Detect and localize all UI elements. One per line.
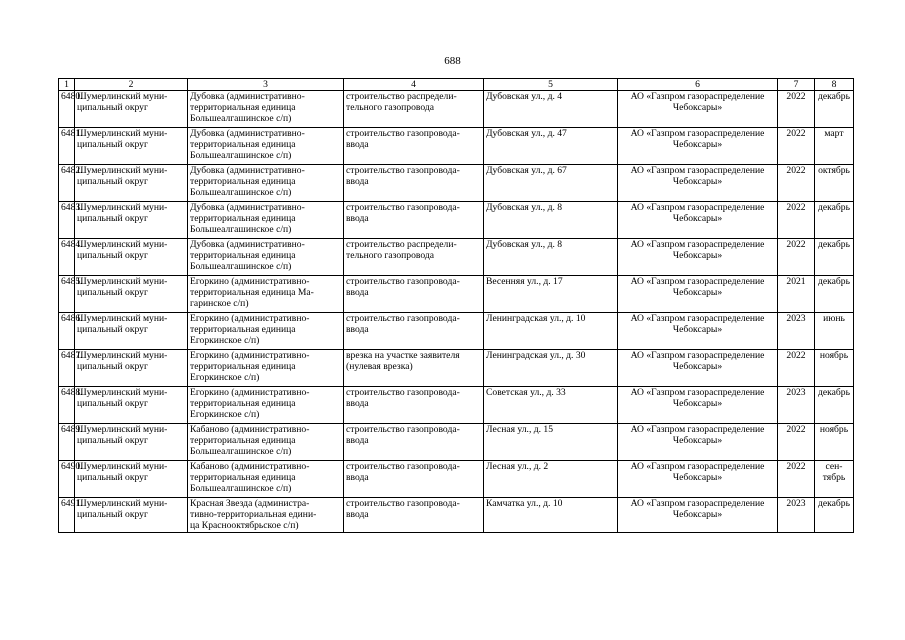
year-cell (778, 239, 815, 276)
locality-cell-text: Дубовка (административно- территориальная единица Большеалгашинское с/п) (190, 128, 305, 161)
address-cell (484, 461, 618, 498)
district-cell (75, 91, 188, 128)
year-cell-text: 2022 (786, 91, 806, 102)
address-cell (484, 498, 618, 533)
column-header-5: 5 (484, 79, 618, 91)
address-cell-text: Лесная ул., д. 2 (486, 461, 549, 472)
row-number (59, 313, 83, 350)
work-type-cell-text: строительство газопровода- ввода (346, 165, 460, 187)
row-number (59, 128, 83, 165)
year-cell-text: 2021 (786, 276, 806, 287)
table-row (59, 202, 854, 239)
header-row (59, 79, 854, 91)
row-number-text: 6489. (61, 424, 83, 435)
organization-cell-text: АО «Газпром газораспределение Чебоксары» (630, 424, 765, 446)
column-header-3: 3 (188, 79, 344, 91)
locality-cell (188, 202, 344, 239)
month-cell-text: ноябрь (819, 350, 849, 361)
table-row (59, 424, 854, 461)
year-cell-text: 2022 (786, 424, 806, 435)
organization-cell-text: АО «Газпром газораспределение Чебоксары» (630, 165, 765, 187)
district-cell (75, 239, 188, 276)
district-cell-text: Шумерлинский муни- ципальный округ (77, 202, 168, 224)
work-type-cell (344, 350, 484, 387)
month-cell (815, 128, 854, 165)
district-cell-text: Шумерлинский муни- ципальный округ (77, 498, 168, 520)
district-cell-text: Шумерлинский муни- ципальный округ (77, 239, 168, 261)
work-type-cell (344, 202, 484, 239)
organization-cell (618, 91, 778, 128)
locality-cell (188, 165, 344, 202)
month-cell (815, 424, 854, 461)
district-cell (75, 276, 188, 313)
row-number-text: 6484. (61, 239, 83, 250)
row-number (59, 350, 83, 387)
district-cell (75, 387, 188, 424)
locality-cell-text: Дубовка (административно- территориальная единица Большеалгашинское с/п) (190, 202, 305, 235)
address-cell (484, 165, 618, 202)
year-cell (778, 276, 815, 313)
month-cell (815, 276, 854, 313)
table-row (59, 498, 854, 533)
organization-cell (618, 202, 778, 239)
table-row (59, 91, 854, 128)
locality-cell-text: Егоркино (административно- территориальная единица Ма- гаринское с/п) (190, 276, 314, 309)
column-header-7: 7 (778, 79, 815, 91)
district-cell-text: Шумерлинский муни- ципальный округ (77, 91, 168, 113)
locality-cell-text: Кабаново (административно- территориальная единица Большеалгашинское с/п) (190, 424, 310, 457)
locality-cell-text: Егоркино (административно- территориальная единица Егоркинское с/п) (190, 350, 310, 383)
district-cell (75, 461, 188, 498)
page-number: 688 (444, 55, 461, 67)
locality-cell (188, 461, 344, 498)
data-table (58, 78, 854, 533)
work-type-cell (344, 387, 484, 424)
district-cell (75, 424, 188, 461)
district-cell (75, 313, 188, 350)
address-cell (484, 313, 618, 350)
address-cell-text: Дубовская ул., д. 47 (486, 128, 567, 139)
address-cell (484, 91, 618, 128)
table-row (59, 165, 854, 202)
organization-cell-text: АО «Газпром газораспределение Чебоксары» (630, 313, 765, 335)
organization-cell (618, 387, 778, 424)
work-type-cell-text: строительство газопровода- ввода (346, 424, 460, 446)
row-number (59, 202, 83, 239)
organization-cell-text: АО «Газпром газораспределение Чебоксары» (630, 498, 765, 520)
year-cell (778, 165, 815, 202)
column-header-4: 4 (344, 79, 484, 91)
month-cell (815, 165, 854, 202)
organization-cell-text: АО «Газпром газораспределение Чебоксары» (630, 239, 765, 261)
work-type-cell (344, 165, 484, 202)
district-cell-text: Шумерлинский муни- ципальный округ (77, 276, 168, 298)
table-row (59, 350, 854, 387)
column-header-2: 2 (75, 79, 188, 91)
work-type-cell (344, 424, 484, 461)
organization-cell-text: АО «Газпром газораспределение Чебоксары» (630, 202, 765, 224)
organization-cell (618, 165, 778, 202)
work-type-cell (344, 128, 484, 165)
district-cell (75, 128, 188, 165)
district-cell-text: Шумерлинский муни- ципальный округ (77, 165, 168, 187)
month-cell (815, 461, 854, 498)
year-cell (778, 128, 815, 165)
work-type-cell (344, 276, 484, 313)
address-cell (484, 202, 618, 239)
row-number (59, 461, 83, 498)
year-cell (778, 313, 815, 350)
district-cell-text: Шумерлинский муни- ципальный округ (77, 313, 168, 335)
locality-cell-text: Егоркино (административно- территориальная единица Егоркинское с/п) (190, 313, 310, 346)
work-type-cell-text: строительство газопровода- ввода (346, 387, 460, 409)
month-cell-text: октябрь (818, 165, 850, 176)
month-cell (815, 350, 854, 387)
work-type-cell-text: строительство газопровода- ввода (346, 276, 460, 298)
organization-cell-text: АО «Газпром газораспределение Чебоксары» (630, 387, 765, 409)
locality-cell-text: Дубовка (административно- территориальная единица Большеалгашинское с/п) (190, 165, 305, 198)
organization-cell (618, 461, 778, 498)
address-cell (484, 424, 618, 461)
address-cell-text: Ленинградская ул., д. 10 (486, 313, 586, 324)
organization-cell-text: АО «Газпром газораспределение Чебоксары» (630, 91, 765, 113)
year-cell-text: 2023 (786, 387, 806, 398)
district-cell (75, 165, 188, 202)
district-cell (75, 498, 188, 533)
address-cell-text: Дубовская ул., д. 8 (486, 202, 563, 213)
district-cell-text: Шумерлинский муни- ципальный округ (77, 387, 168, 409)
address-cell-text: Лесная ул., д. 15 (486, 424, 554, 435)
district-cell (75, 350, 188, 387)
district-cell-text: Шумерлинский муни- ципальный округ (77, 461, 168, 483)
locality-cell (188, 498, 344, 533)
organization-cell-text: АО «Газпром газораспределение Чебоксары» (630, 128, 765, 150)
work-type-cell (344, 239, 484, 276)
organization-cell (618, 313, 778, 350)
year-cell (778, 498, 815, 533)
organization-cell (618, 498, 778, 533)
locality-cell (188, 424, 344, 461)
year-cell (778, 387, 815, 424)
locality-cell-text: Кабаново (административно- территориальная единица Большеалгашинское с/п) (190, 461, 310, 494)
row-number-text: 6485. (61, 276, 83, 287)
locality-cell (188, 276, 344, 313)
district-cell-text: Шумерлинский муни- ципальный округ (77, 128, 168, 150)
month-cell (815, 313, 854, 350)
table-row (59, 461, 854, 498)
row-number-text: 6486. (61, 313, 83, 324)
locality-cell (188, 239, 344, 276)
locality-cell-text: Дубовка (административно- территориальная единица Большеалгашинское с/п) (190, 91, 305, 124)
year-cell-text: 2022 (786, 202, 806, 213)
column-header-1: 1 (59, 79, 75, 91)
month-cell-text: март (824, 128, 844, 139)
year-cell-text: 2023 (786, 313, 806, 324)
row-number-text: 6487. (61, 350, 83, 361)
month-cell (815, 387, 854, 424)
year-cell (778, 461, 815, 498)
row-number (59, 424, 83, 461)
year-cell (778, 350, 815, 387)
column-header-6: 6 (618, 79, 778, 91)
work-type-cell (344, 313, 484, 350)
month-cell (815, 498, 854, 533)
work-type-cell (344, 498, 484, 533)
organization-cell-text: АО «Газпром газораспределение Чебоксары» (630, 276, 765, 298)
year-cell-text: 2022 (786, 128, 806, 139)
district-cell (75, 202, 188, 239)
address-cell-text: Дубовская ул., д. 67 (486, 165, 567, 176)
row-number-text: 6483. (61, 202, 83, 213)
month-cell (815, 91, 854, 128)
locality-cell (188, 91, 344, 128)
work-type-cell-text: строительство газопровода- ввода (346, 498, 460, 520)
locality-cell-text: Егоркино (административно- территориальная единица Егоркинское с/п) (190, 387, 310, 420)
row-number-text: 6481. (61, 128, 83, 139)
year-cell (778, 202, 815, 239)
row-number (59, 165, 83, 202)
organization-cell (618, 350, 778, 387)
work-type-cell-text: строительство распредели- тельного газопровода (346, 91, 457, 113)
work-type-cell-text: строительство распредели- тельного газопровода (346, 239, 457, 261)
work-type-cell-text: строительство газопровода- ввода (346, 461, 460, 483)
address-cell (484, 276, 618, 313)
year-cell (778, 91, 815, 128)
month-cell-text: декабрь (818, 91, 850, 102)
year-cell-text: 2023 (786, 498, 806, 509)
year-cell-text: 2022 (786, 165, 806, 176)
organization-cell (618, 128, 778, 165)
row-number-text: 6488. (61, 387, 83, 398)
month-cell-text: ноябрь (819, 424, 849, 435)
work-type-cell-text: строительство газопровода- ввода (346, 202, 460, 224)
month-cell (815, 202, 854, 239)
locality-cell (188, 313, 344, 350)
year-cell-text: 2022 (786, 239, 806, 250)
table-row (59, 239, 854, 276)
row-number (59, 239, 83, 276)
table-row (59, 387, 854, 424)
address-cell (484, 387, 618, 424)
work-type-cell-text: строительство газопровода- ввода (346, 128, 460, 150)
month-cell (815, 239, 854, 276)
locality-cell (188, 128, 344, 165)
month-cell-text: декабрь (818, 387, 850, 398)
row-number-text: 6491. (61, 498, 83, 509)
organization-cell (618, 424, 778, 461)
row-number (59, 91, 83, 128)
address-cell-text: Советская ул., д. 33 (486, 387, 566, 398)
organization-cell (618, 276, 778, 313)
month-cell-text: декабрь (818, 276, 850, 287)
district-cell-text: Шумерлинский муни- ципальный округ (77, 424, 168, 446)
month-cell-text: июнь (823, 313, 845, 324)
month-cell-text: декабрь (818, 498, 850, 509)
month-cell-text: декабрь (818, 239, 850, 250)
address-cell-text: Ленинградская ул., д. 30 (486, 350, 586, 361)
organization-cell-text: АО «Газпром газораспределение Чебоксары» (630, 461, 765, 483)
table-body (59, 91, 854, 533)
row-number (59, 498, 83, 533)
table-row (59, 128, 854, 165)
row-number-text: 6482. (61, 165, 83, 176)
address-cell-text: Камчатка ул., д. 10 (486, 498, 563, 509)
work-type-cell-text: строительство газопровода- ввода (346, 313, 460, 335)
month-cell-text: декабрь (818, 202, 850, 213)
district-cell-text: Шумерлинский муни- ципальный округ (77, 350, 168, 372)
table-row (59, 276, 854, 313)
address-cell-text: Весенняя ул., д. 17 (486, 276, 563, 287)
row-number (59, 387, 83, 424)
address-cell-text: Дубовская ул., д. 4 (486, 91, 563, 102)
year-cell (778, 424, 815, 461)
organization-cell-text: АО «Газпром газораспределение Чебоксары» (630, 350, 765, 372)
address-cell (484, 128, 618, 165)
work-type-cell-text: врезка на участке заявителя (нулевая врезка) (346, 350, 460, 372)
locality-cell-text: Красная Звезда (администра- тивно-территориальная едини- ца Краснооктябрьское с/п) (190, 498, 317, 531)
year-cell-text: 2022 (786, 461, 806, 472)
locality-cell-text: Дубовка (административно- территориальная единица Большеалгашинское с/п) (190, 239, 305, 272)
row-number-text: 6490. (61, 461, 83, 472)
organization-cell (618, 239, 778, 276)
table-row (59, 313, 854, 350)
column-header-8: 8 (815, 79, 854, 91)
address-cell (484, 239, 618, 276)
row-number (59, 276, 83, 313)
month-cell-text: сен- тябрь (822, 461, 846, 483)
row-number-text: 6480. (61, 91, 83, 102)
locality-cell (188, 387, 344, 424)
year-cell-text: 2022 (786, 350, 806, 361)
address-cell (484, 350, 618, 387)
locality-cell (188, 350, 344, 387)
address-cell-text: Дубовская ул., д. 8 (486, 239, 563, 250)
work-type-cell (344, 461, 484, 498)
work-type-cell (344, 91, 484, 128)
